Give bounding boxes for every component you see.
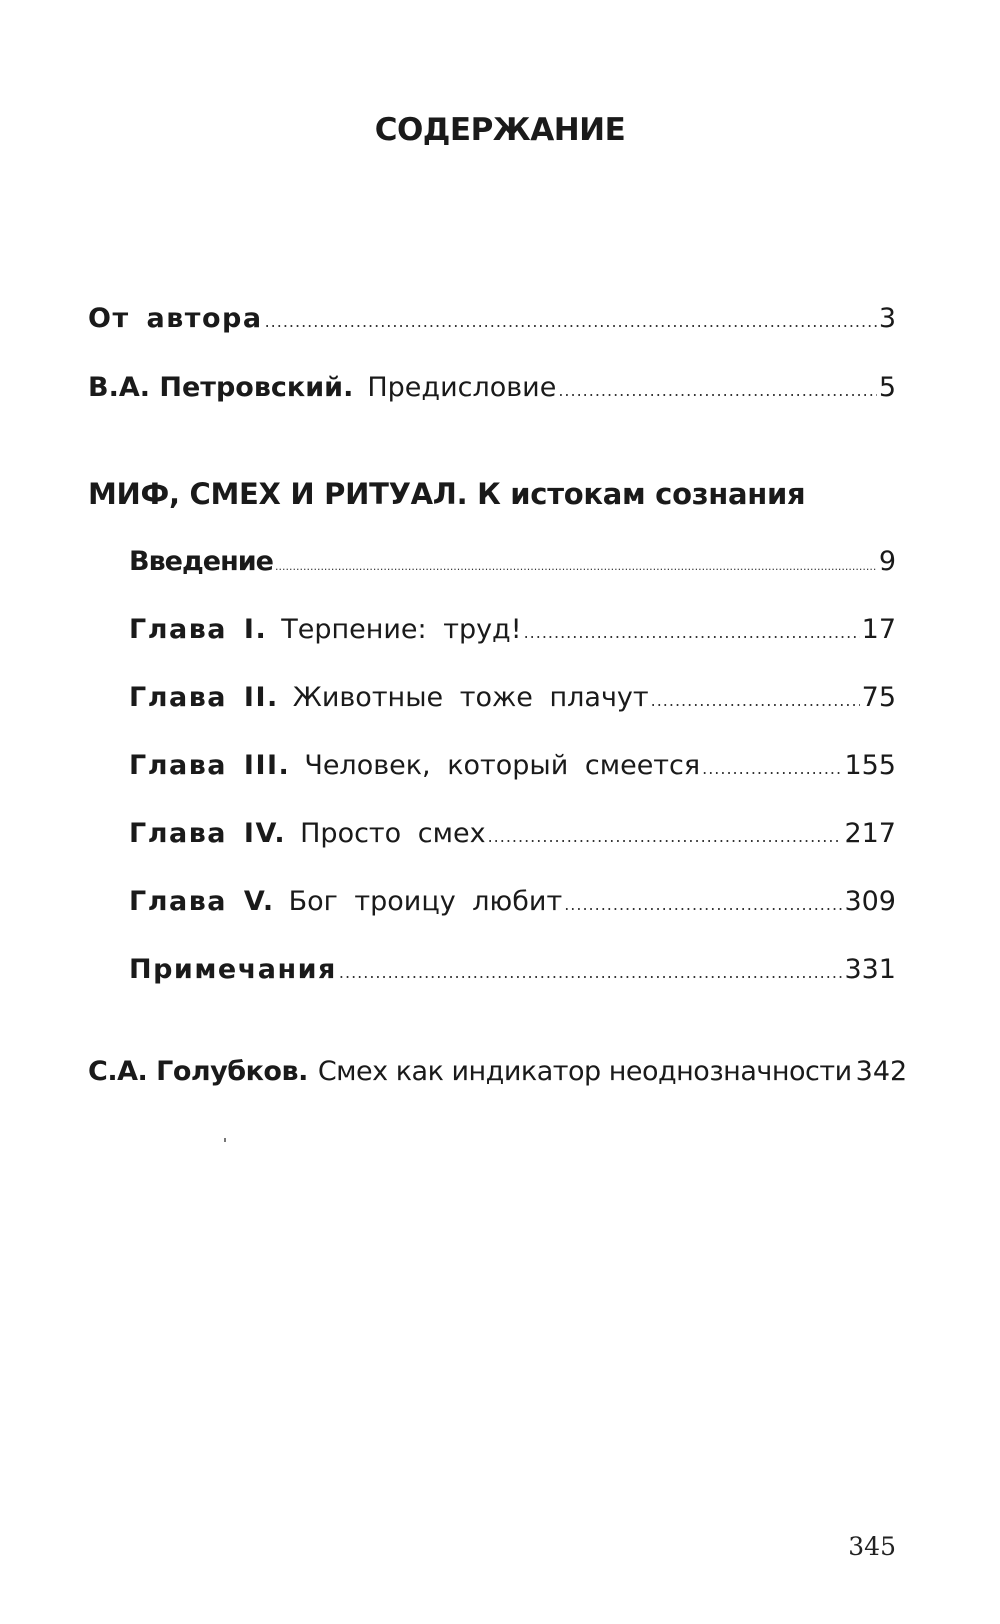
toc-page-number: 217 [844,818,896,849]
toc-entry-title: Человек, который смеется [304,750,701,781]
toc-entry-introduction[interactable] [129,544,896,585]
scan-speck [224,1138,226,1142]
toc-entry-label: Глава IV. [129,818,287,849]
toc-entry-from-author[interactable] [88,301,896,340]
toc-entry-chapter-5[interactable] [129,884,896,923]
toc-entry-title: Животные тоже плачут [292,682,649,713]
toc-entry-author: С.А. Голубков. [88,1056,308,1087]
toc-entry-title: Просто смех [300,818,486,849]
toc-entry-afterword[interactable] [88,1054,908,1095]
toc-entry-title: Бог троицу любит [288,886,563,917]
toc-leader-dots [702,751,842,787]
toc-leader-dots [524,615,860,651]
toc-entry-title: Терпение: труд! [281,614,522,645]
toc-page-number: 3 [878,303,896,334]
toc-page-number: 17 [861,614,896,645]
toc-page-number: 342 [855,1056,908,1087]
toc-page-number: 75 [861,682,896,713]
toc-page-number: 155 [844,750,896,781]
toc-entry-label: Введение [129,546,273,577]
toc-page-number: 9 [878,546,896,577]
toc-leader-dots [275,549,877,585]
toc-entry-label: Глава II. [129,682,279,713]
toc-page-number: 309 [844,886,896,917]
toc-leader-dots [339,955,843,991]
page-title: СОДЕРЖАНИЕ [374,112,626,148]
toc-entry-chapter-2[interactable] [129,680,896,719]
toc-leader-dots [558,373,877,409]
toc-entry-chapter-3[interactable] [129,748,896,787]
toc-entry-label: Примечания [129,954,337,985]
toc-leader-dots [488,819,843,855]
toc-entry-label: Глава III. [129,750,291,781]
toc-entry-notes[interactable] [129,952,896,991]
toc-page-number: 331 [844,954,896,985]
page-number: 345 [848,1532,896,1561]
toc-entry-title: Смех как индикатор неоднозначности [317,1056,852,1087]
toc-entry-preface[interactable] [88,370,896,409]
toc-entry-title: Предисловие [367,372,557,403]
toc-entry-author: В.А. Петровский. [88,372,354,403]
section-heading: МИФ, СМЕХ И РИТУАЛ. К истокам сознания [88,477,806,511]
toc-leader-dots [265,304,877,340]
toc-entry-label: Глава I. [129,614,268,645]
toc-entry-chapter-4[interactable] [129,816,896,855]
toc-leader-dots [651,683,860,719]
toc-entry-label: Глава V. [129,886,275,917]
toc-entry-title: От автора [88,303,263,334]
toc-page-number: 5 [878,372,896,403]
toc-leader-dots [564,887,842,923]
toc-entry-chapter-1[interactable] [129,612,896,651]
